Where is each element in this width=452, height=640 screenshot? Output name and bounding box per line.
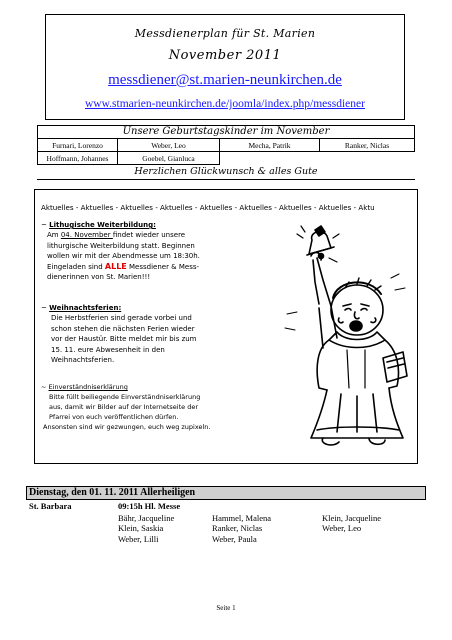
page-number: Seite 1: [216, 604, 236, 612]
divider: [37, 179, 415, 180]
table-cell: Hoffmann, Johannes: [38, 152, 118, 165]
news-line: schon stehen die nächsten Ferien wieder: [51, 324, 195, 333]
table-cell: Mecha, Patrik: [220, 139, 320, 152]
table-cell: Ranker, Niclas: [320, 139, 415, 152]
news-box: [34, 189, 418, 464]
news-line: dienerinnen von St. Marien!!!: [47, 273, 151, 282]
news-line: Ansonsten sind wir gezwungen, euch weg zupixeln.: [43, 423, 211, 431]
bullet: ~: [41, 383, 47, 391]
news-line: wollen wir mit der Abendmesse um 18:30h.: [47, 252, 200, 261]
table-cell: Furnari, Lorenzo: [38, 139, 118, 152]
news-line: Bitte füllt beiliegende Einverständniserklärung: [49, 393, 201, 401]
news-heading: Weihnachtsferien:: [49, 304, 122, 312]
table-row: [38, 139, 415, 152]
news-item-holidays: [41, 303, 241, 365]
news-date: 04. November: [60, 231, 113, 240]
news-heading: Lithugische Weiterbildung:: [49, 221, 156, 229]
news-heading: Einverständniserklärung: [48, 383, 128, 391]
news-ticker: Aktuelles - Aktuelles - Aktuelles - Aktuelles - Aktuelles - Aktuelles - Aktuelles - Aktuelles - Aktu: [41, 203, 375, 212]
birthday-table: [37, 138, 415, 165]
news-line: vor der Haustür. Bitte meldet mir bis zum: [51, 335, 197, 344]
list-item: Klein, Saskia: [118, 523, 164, 533]
highlight-alle: ALLE: [104, 261, 127, 271]
table-cell: [220, 152, 320, 165]
news-line: Pfarrei von euch veröffentlichen dürfen.: [49, 413, 179, 421]
table-row: [38, 152, 415, 165]
news-line: Am: [47, 231, 61, 240]
news-line: Eingeladen sind: [47, 262, 105, 271]
list-item: Ranker, Niclas: [212, 523, 263, 533]
bullet: ~: [41, 221, 47, 229]
website-link[interactable]: www.stmarien-neunkirchen.de/joomla/index.php/messdiener: [85, 98, 365, 110]
news-item-consent: [41, 382, 271, 432]
church-name: St. Barbara: [29, 501, 72, 511]
list-item: Hammel, Malena: [212, 513, 272, 523]
table-cell: [320, 152, 415, 165]
news-line: Die Herbstferien sind gerade vorbei und: [51, 314, 192, 323]
list-item: Klein, Jacqueline: [322, 513, 382, 523]
email-link[interactable]: messdiener@st.marien-neunkirchen.de: [108, 72, 342, 88]
news-line: Weihnachtsferien.: [51, 356, 115, 365]
table-cell: Goebel, Gianluca: [118, 152, 220, 165]
news-line: lithurgische Weiterbildung statt. Beginnen: [47, 241, 195, 250]
news-line: findet wieder unsere: [112, 231, 186, 240]
list-item: Weber, Lilli: [118, 534, 159, 544]
list-item: Weber, Leo: [322, 523, 362, 533]
list-item: Bähr, Jacqueline: [118, 513, 175, 523]
birthday-title: Unsere Geburtstagskinder im November: [37, 125, 415, 138]
list-item: Weber, Paula: [212, 534, 257, 544]
news-line: 15. 11. eure Abwesenheit in den: [51, 345, 165, 354]
bullet: ~: [41, 304, 47, 312]
news-line: aus, damit wir Bilder auf der Internetseite der: [49, 403, 199, 411]
plan-month: November 2011: [168, 48, 282, 63]
plan-title: Messdienerplan für St. Marien: [134, 27, 316, 40]
mass-time: 09:15h Hl. Messe: [118, 501, 181, 511]
altar-server-illustration-icon: [257, 218, 412, 450]
birthday-greeting: Herzlichen Glückwunsch & alles Gute: [134, 166, 318, 177]
birthday-section: [37, 125, 415, 165]
news-item-liturgy: [41, 220, 241, 282]
news-line: Messdiener & Mess-: [126, 262, 200, 271]
table-cell: Weber, Leo: [118, 139, 220, 152]
schedule-day-header: Dienstag, den 01. 11. 2011 Allerheiligen: [26, 486, 426, 500]
